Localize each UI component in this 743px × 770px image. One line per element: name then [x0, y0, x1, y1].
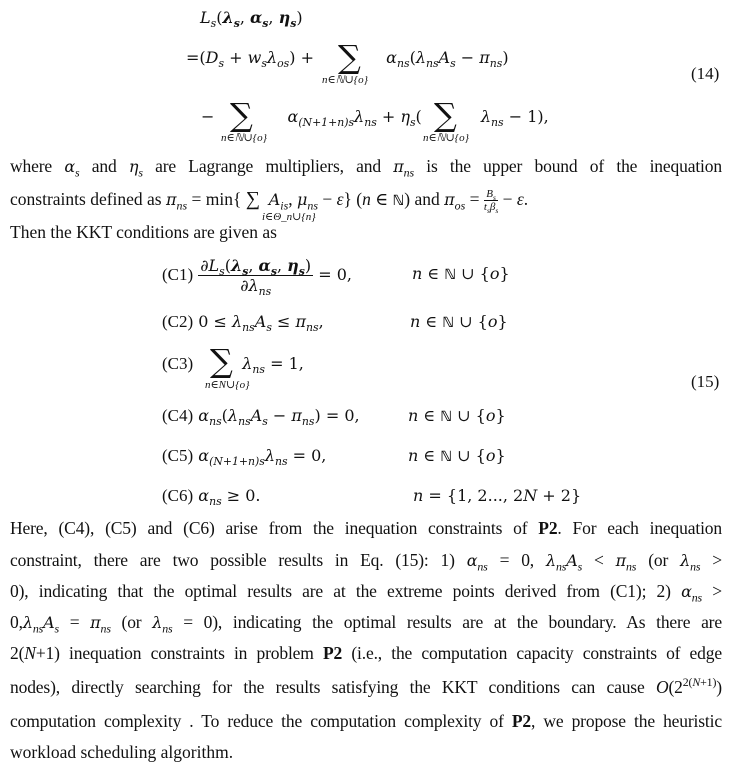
paragraph-2-line-7: computation complexity . To reduce the computation complexity of P2, we propose the heuristic	[10, 711, 722, 731]
paragraph-2-line-4: $0,\lambda_{ns}A_s = \pi_{ns}$ (or $\lambda_{ns} = 0$), indicating the optimal results are at the boundary. As there are	[10, 612, 722, 636]
paragraph-2-line-6: nodes), directly searching for the results satisfying the KKT conditions can cause $O(2^{2(N+1)})$	[10, 675, 722, 697]
paragraph-2-line-1: Here, (C4), (C5) and (C6) arise from the inequation constraints of P2. For each inequation	[10, 518, 722, 538]
eq14-line1: $=(D_s + w_s\lambda_{os}) + \alpha_{ns}(\lambda_{ns}A_s - \pi_{ns})$	[186, 48, 509, 71]
paragraph-2-line-3: 0), indicating that the optimal results are at the extreme points derived from (C1); 2) $\alpha_{ns}$ >	[10, 581, 723, 605]
sum-symbol: ∑	[210, 342, 233, 380]
eq14-lhs: $L_s(\lambda_s$, $\alpha_s$, $\eta_s$)	[200, 8, 303, 31]
condition-c4: (C4) $\alpha_{ns}(\lambda_{ns}A_s - \pi_{ns}) = 0$,	[162, 406, 360, 429]
sum-symbol: ∑	[434, 96, 457, 134]
equation-number-15: (15)	[691, 372, 720, 391]
paragraph-1-line-1: where $\alpha_s$ and $\eta_s$ are Lagrange multipliers, and $\pi_{ns}$ is the upper bound of the inequation	[10, 156, 722, 180]
condition-c2-domain: n ∈ ℕ ∪ {o}	[410, 312, 508, 331]
paragraph-1-line-3: Then the KKT conditions are given as	[10, 222, 277, 242]
condition-c5: (C5) $\alpha_{(N+1+n)s}\lambda_{ns} = 0$,	[162, 446, 327, 469]
condition-c6-domain: n = {1, 2..., 2N + 2}	[413, 486, 582, 505]
eq14-line2: − $\alpha_{(N+1+n)s}\lambda_{ns} + \eta_s$( $\lambda_{ns} - 1$),	[201, 107, 549, 130]
condition-c5-domain: n ∈ ℕ ∪ {o}	[408, 446, 506, 465]
sum-index: n∈ℕ∪{o}	[322, 74, 368, 86]
paragraph-2-line-8: workload scheduling algorithm.	[10, 742, 234, 762]
sum-symbol: ∑	[230, 96, 253, 134]
condition-c1-domain: n ∈ ℕ ∪ {o}	[412, 264, 510, 283]
equation-number-14: (14)	[691, 64, 720, 83]
condition-c2: (C2) $0 \le \lambda_{ns}A_s \le \pi_{ns}$,	[162, 312, 324, 335]
sum-index: i∈Θ_n∪{n}	[262, 211, 316, 223]
paragraph-1-line-2: constraints defined as $\pi_{ns} = \min${ ∑ $A_{is}$, $\mu_{ns} - \varepsilon$} (n ∈ ℕ) and $\pi_{os}$ = $\frac{B_s}{t_s\beta_s} - \varepsilon$.	[10, 188, 529, 216]
sum-index: n∈ℕ∪{o}	[221, 132, 267, 144]
sum-index: n∈N∪{o}	[205, 379, 250, 391]
paragraph-2-line-5: 2(N+1) inequation constraints in problem P2 (i.e., the computation capacity constraints of edge	[10, 643, 722, 663]
condition-c4-domain: n ∈ ℕ ∪ {o}	[408, 406, 506, 425]
sum-symbol: ∑	[338, 38, 361, 76]
sum-index: n∈ℕ∪{o}	[423, 132, 469, 144]
paragraph-2-line-2: constraint, there are two possible results in Eq. (15): 1) $\alpha_{ns} = 0$, $\lambda_{ns}A_s < \pi_{ns}$ (or $\lambda_{ns}$ >	[10, 550, 722, 574]
condition-c6: (C6) $\alpha_{ns} \ge 0$.	[162, 486, 261, 509]
condition-c3: (C3) $\lambda_{ns} = 1$,	[162, 354, 304, 377]
condition-c1: (C1) $\frac{\partial L_s(\lambda_s, \alpha_s, \eta_s)}{\partial\lambda_{ns}}$ = 0,	[162, 256, 352, 299]
